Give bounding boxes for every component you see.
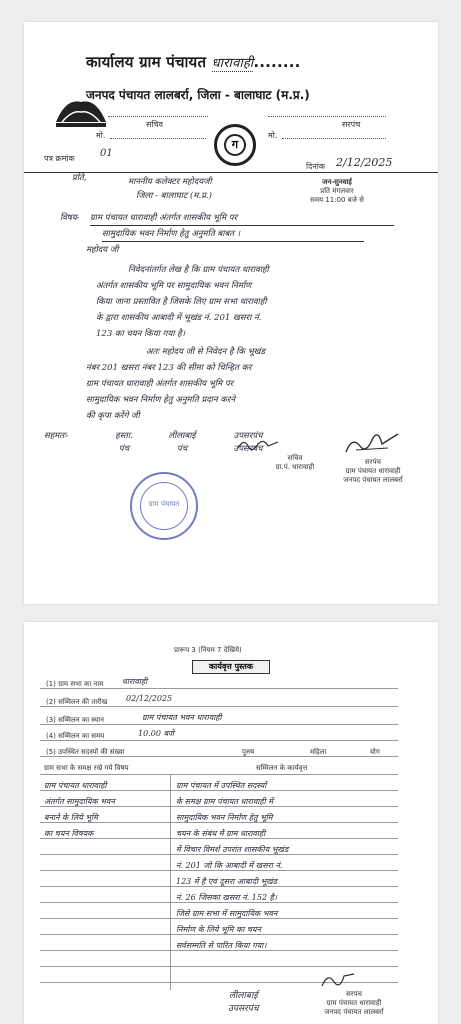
sarpanch-stamp-line-2: ग्राम पंचायत धारावाही [345, 467, 401, 475]
rule [40, 774, 398, 775]
sachiv-label: सचिव [146, 120, 164, 129]
signatory-role: पंच [118, 444, 130, 454]
addressee-line-2: जिला - बालाघाट (म.प्र.) [136, 191, 212, 201]
consent-label: सहमतः- [44, 431, 69, 441]
deputy-sarpanch-signature [228, 988, 259, 1014]
signatory-role: उपसरपंच [233, 444, 263, 454]
minutes-line: में विचार विमर्श उपरांत शासकीय भूखंड [176, 845, 289, 854]
register-sarpanch-stamp [306, 990, 402, 1017]
rule [40, 966, 398, 967]
body-paragraph-1 [96, 262, 418, 342]
body-1-line: निवेदनांतर्गत लेख है कि ग्राम पंचायत धारावाही [128, 265, 269, 275]
subject-label: विषय- [60, 213, 80, 223]
register-form-header: प्रारूप 3 (नियम 7 देखिये) [174, 646, 242, 654]
office-title [86, 52, 301, 72]
minutes-line: 123 में है एवं दूसरा आबादी भूखंड [176, 877, 278, 886]
emblem-inner-icon: ग [224, 134, 246, 156]
attendance-men: पुरुष [242, 748, 255, 756]
sarpanch-stamp-line-3: जनपद पंचायत लालबर्रा [343, 476, 403, 484]
attendance-women: महिला [310, 748, 327, 756]
sachiv-stamp-line-2: ग्रा.पं. धारावाही [275, 463, 315, 471]
minutes-line: नं. 26 जिसका खसरा नं. 152 है। [176, 893, 277, 902]
sachiv-stamp-line-1: सचिव [287, 454, 303, 462]
body-1-line: अंतर्गत शासकीय भूमि पर सामुदायिक भवन निर्माण [96, 281, 252, 291]
office-subtitle: जनपद पंचायत लालबर्रा, जिला - बालाघाट (म.प्र.) [86, 88, 310, 102]
signatory-role: पंच [176, 444, 188, 454]
field-number: (1) [46, 680, 56, 688]
sarpanch-mobile-label: मो. [268, 131, 278, 140]
office-village: धारावाही [211, 56, 254, 71]
register-title: कार्यवृत्त पुस्तक [192, 660, 270, 674]
janasunvai-stamp-line-1: जन-सुनवाई [322, 178, 352, 186]
register-stamp-line-2: ग्राम पंचायत धारावाही [326, 999, 382, 1007]
letter-page [24, 22, 438, 604]
body-2-line: सामुदायिक भवन निर्माण हेतु अनुमति प्रदान करने [86, 395, 236, 405]
register-page [24, 622, 438, 1024]
register-sarpanch-signature [320, 970, 356, 990]
sarpanch-stamp [330, 458, 416, 485]
subject-line-2: सामुदायिक भवन निर्माण हेतु अनुमति बाबत । [102, 228, 364, 242]
office-title-text: कार्यालय ग्राम पंचायत [86, 53, 207, 71]
janasunvai-stamp [302, 178, 372, 205]
minutes-line: सर्वसम्मति से पारित किया गया। [176, 941, 267, 950]
field-1-value: धारावाही [122, 677, 148, 686]
minutes-line: चयन के संबंध में ग्राम धारावाही [176, 829, 266, 838]
panchayat-seal-text: ग्राम पंचायत [148, 500, 180, 508]
field-label: सम्मिलन का समय [58, 732, 105, 740]
body-2-line: की कृपा करेंगे जी [86, 411, 140, 421]
field-label: ग्राम सभा का नाम [58, 680, 104, 688]
janasunvai-stamp-line-2: प्रति मंगलवार [320, 187, 354, 195]
subject-line-1: ग्राम पंचायत धारावाही अंतर्गत शासकीय भूमि पर [90, 212, 394, 226]
minutes-line: नं. 201 जो कि आबादी में खसरा नं. [176, 861, 283, 870]
column-right-header: सम्मिलन के कार्यवृत्त [256, 764, 308, 772]
body-paragraph-2 [86, 344, 416, 424]
sachiv-mobile-line [110, 138, 206, 139]
sarpanch-mobile-line [282, 138, 386, 139]
prati: प्रति, [72, 173, 87, 183]
signer-role: उपसरपंच [228, 1004, 259, 1014]
sachiv-mobile-label: मो. [96, 131, 106, 140]
signatory-name: उपसरपंच [233, 431, 263, 441]
date-value: 2/12/2025 [336, 156, 393, 169]
signer-name: लीलाबाई [228, 991, 258, 1001]
sachiv-signature [236, 436, 280, 452]
column-left-header: ग्राम सभा के समक्ष रखे गये विषय [44, 764, 129, 772]
agenda-line: बनाने के लिये भूमि [44, 813, 98, 822]
rule [40, 724, 398, 725]
agenda-line: ग्राम पंचायत धारावाही [44, 781, 107, 790]
field-number: (5) [46, 748, 56, 756]
panchayat-seal [130, 472, 198, 540]
body-2-line: ग्राम पंचायत धारावाही अंतर्गत शासकीय भूमि पर [86, 379, 234, 389]
signatory-1 [98, 430, 150, 456]
emblem-icon [214, 124, 256, 166]
signatory-2 [152, 430, 212, 456]
field-label: सम्मिलन की तारीख [58, 698, 108, 706]
body-2-line: अतः महोदय जी से निवेदन है कि भूखंड [146, 347, 266, 357]
field-3-value: ग्राम पंचायत भवन धारावाही [142, 713, 222, 722]
minutes-line: निर्माण के लिये भूमि का चयन [176, 925, 262, 934]
rule [40, 688, 398, 689]
field-number: (2) [46, 698, 56, 706]
signatory-name: हस्ता. [115, 431, 133, 441]
sarpanch-label: सरपंच [342, 120, 361, 129]
sarpanch-stamp-line-1: सरपंच [364, 458, 382, 466]
field-label: उपस्थित सदस्यों की संख्या [58, 748, 125, 756]
salutation: महोदय जी [86, 245, 119, 255]
register-stamp-line-3: जनपद पंचायत लालबर्रा [324, 1008, 384, 1016]
field-4-value: 10.00 बजे [138, 729, 174, 738]
register-stamp-line-1: सरपंच [345, 990, 363, 998]
letter-number-label: पत्र क्रमांक [44, 154, 75, 163]
minutes-line: ग्राम पंचायत में उपस्थित सदस्यों [176, 781, 267, 790]
agenda-line: का चयन विषयक [44, 829, 94, 838]
sarpanch-line [268, 116, 386, 117]
signatory-name: लीलाबाई [168, 431, 196, 441]
field-number: (4) [46, 732, 56, 740]
field-label: सम्मिलन का स्थान [58, 716, 105, 724]
body-2-line: नंबर 201 खसरा नंबर 123 की सीमा को चिन्हित कर [86, 363, 252, 373]
rule [40, 706, 398, 707]
field-number: (3) [46, 716, 56, 724]
letter-number-value: 01 [100, 148, 113, 159]
column-divider [170, 774, 171, 990]
sachiv-stamp [262, 454, 328, 472]
minutes-text [176, 778, 402, 954]
minutes-line: जिसे ग्राम सभा में सामुदायिक भवन [176, 909, 278, 918]
field-2-value: 02/12/2025 [126, 694, 173, 703]
sarpanch-signature [342, 430, 402, 458]
body-1-line: 123 का चयन किया गया है। [96, 329, 186, 339]
date-label: दिनांक [306, 162, 325, 171]
office-title-dots: ........ [253, 53, 301, 71]
janasunvai-stamp-line-3: समय 11:00 बजे से [310, 196, 364, 204]
rule [40, 756, 398, 757]
rule [40, 740, 398, 741]
body-1-line: किया जाना प्रस्तावित है जिसके लिए ग्राम सभा धारावाही [96, 297, 267, 307]
body-1-line: के द्वारा शासकीय आबादी में भूखंड नं. 201 खसरा नं. [96, 313, 262, 323]
minutes-line: के समक्ष ग्राम पंचायत धारावाही में [176, 797, 274, 806]
minutes-line: सामुदायिक भवन निर्माण हेतु भूमि [176, 813, 273, 822]
agenda-line: अंतर्गत सामुदायिक भवन [44, 797, 115, 806]
sachiv-line [108, 116, 208, 117]
attendance-total: योग [370, 748, 380, 756]
agenda-text [44, 778, 168, 842]
addressee-line-1: माननीय कलेक्टर महोदयजी [128, 177, 212, 187]
